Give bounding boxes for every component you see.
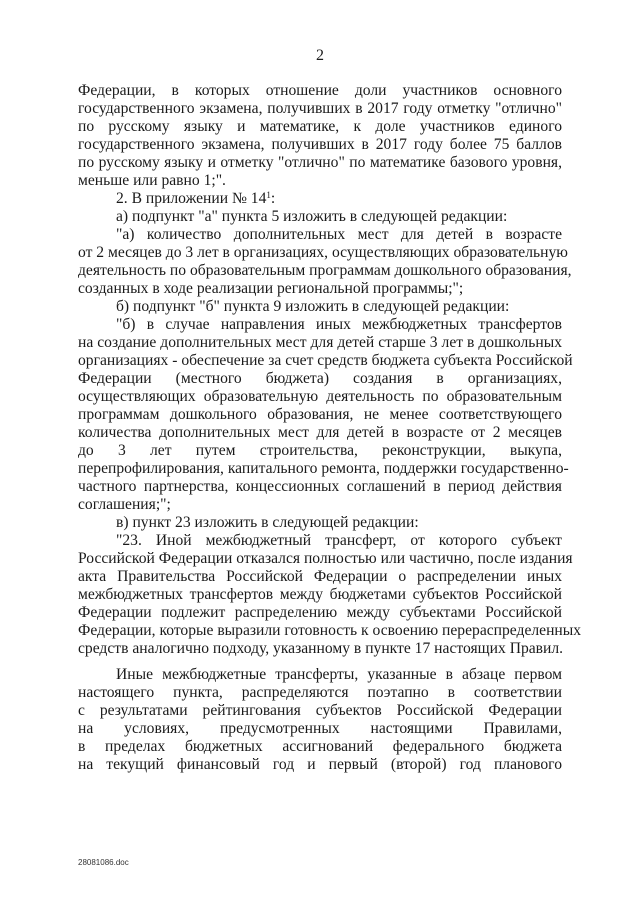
text-line: программам дошкольного образования, не менее соответствующего bbox=[78, 406, 562, 423]
text-line: по русскому языку и отметку "отлично" по математике базового уровня, bbox=[78, 154, 562, 171]
text-line: Российской Федерации отказался полностью или частично, после издания bbox=[78, 550, 573, 567]
text-line: б) подпункт "б" пункта 9 изложить в следующей редакции: bbox=[116, 298, 510, 315]
text-line: частного партнерства, концессионных соглашений в период действия bbox=[78, 478, 562, 495]
text-line: в пределах бюджетных ассигнований федерального бюджета bbox=[78, 738, 562, 755]
text-line: перепрофилирования, капитального ремонта, поддержки государственно- bbox=[78, 460, 569, 477]
text-line: настоящего пункта, распределяются поэтапно в соответствии bbox=[78, 684, 562, 701]
text-line: "23. Иной межбюджетный трансферт, от которого субъект bbox=[116, 532, 562, 549]
document-body bbox=[78, 82, 582, 774]
file-name-footer: 28081086.doc bbox=[78, 858, 129, 867]
text-line: а) подпункт "а" пункта 5 изложить в следующей редакции: bbox=[116, 208, 508, 225]
text-line: Иные межбюджетные трансферты, указанные в абзаце первом bbox=[116, 666, 562, 683]
text-line: Федерации, которые выразили готовность к освоению перераспределенных bbox=[78, 622, 582, 639]
text-line: по русскому языку и математике, к доле участников единого bbox=[78, 118, 562, 135]
text-line: государственного экзамена, получивших в 2017 году отметку "отлично" bbox=[78, 100, 562, 117]
text-line: межбюджетных трансфертов между бюджетами субъектов Российской bbox=[78, 586, 562, 603]
footnote-marker: 1 bbox=[266, 190, 271, 200]
text-line: количества дополнительных мест для детей в возрасте от 2 месяцев bbox=[78, 424, 562, 441]
text-line: государственного экзамена, получивших в 2017 году более 75 баллов bbox=[78, 136, 562, 153]
paragraph-gap bbox=[78, 658, 562, 666]
text-line: на создание дополнительных мест для детей старше 3 лет в дошкольных bbox=[78, 334, 562, 351]
text-line: Федерации подлежит распределению между субъектами Российской bbox=[78, 604, 562, 621]
text-line: от 2 месяцев до 3 лет в организациях, осуществляющих образовательную bbox=[78, 244, 568, 261]
text-line: Федерации, в которых отношение доли участников основного bbox=[78, 82, 562, 99]
text-line: соглашения;"; bbox=[78, 496, 171, 513]
text-line: в) пункт 23 изложить в следующей редакции: bbox=[116, 514, 419, 531]
text-line: осуществляющих образовательную деятельность по образовательным bbox=[78, 388, 562, 405]
text-line: до 3 лет путем строительства, реконструкции, выкупа, bbox=[78, 442, 562, 459]
text-line: с результатами рейтингования субъектов Российской Федерации bbox=[78, 702, 562, 719]
text-line: на условиях, предусмотренных настоящими Правилами, bbox=[78, 720, 562, 737]
text-line: на текущий финансовый год и первый (второй) год планового bbox=[78, 756, 562, 773]
text-line: акта Правительства Российской Федерации о распределении иных bbox=[78, 568, 562, 585]
page-number: 2 bbox=[316, 47, 324, 64]
text-line: "б) в случае направления иных межбюджетных трансфертов bbox=[116, 316, 562, 333]
text-line: Федерации (местного бюджета) создания в организациях, bbox=[78, 370, 562, 387]
text-line: 2. В приложении № $14^1$: bbox=[116, 190, 276, 207]
text-line: созданных в ходе реализации региональной программы;"; bbox=[78, 280, 464, 297]
text-line: организациях - обеспечение за счет средств бюджета субъекта Российской bbox=[78, 352, 573, 369]
text-line: средств аналогично подходу, указанному в пункте 17 настоящих Правил. bbox=[78, 640, 564, 657]
text-line: деятельность по образовательным программам дошкольного образования, bbox=[78, 262, 572, 279]
text-line: "а) количество дополнительных мест для детей в возрасте bbox=[116, 226, 562, 243]
text-line: меньше или равно 1;". bbox=[78, 172, 226, 189]
